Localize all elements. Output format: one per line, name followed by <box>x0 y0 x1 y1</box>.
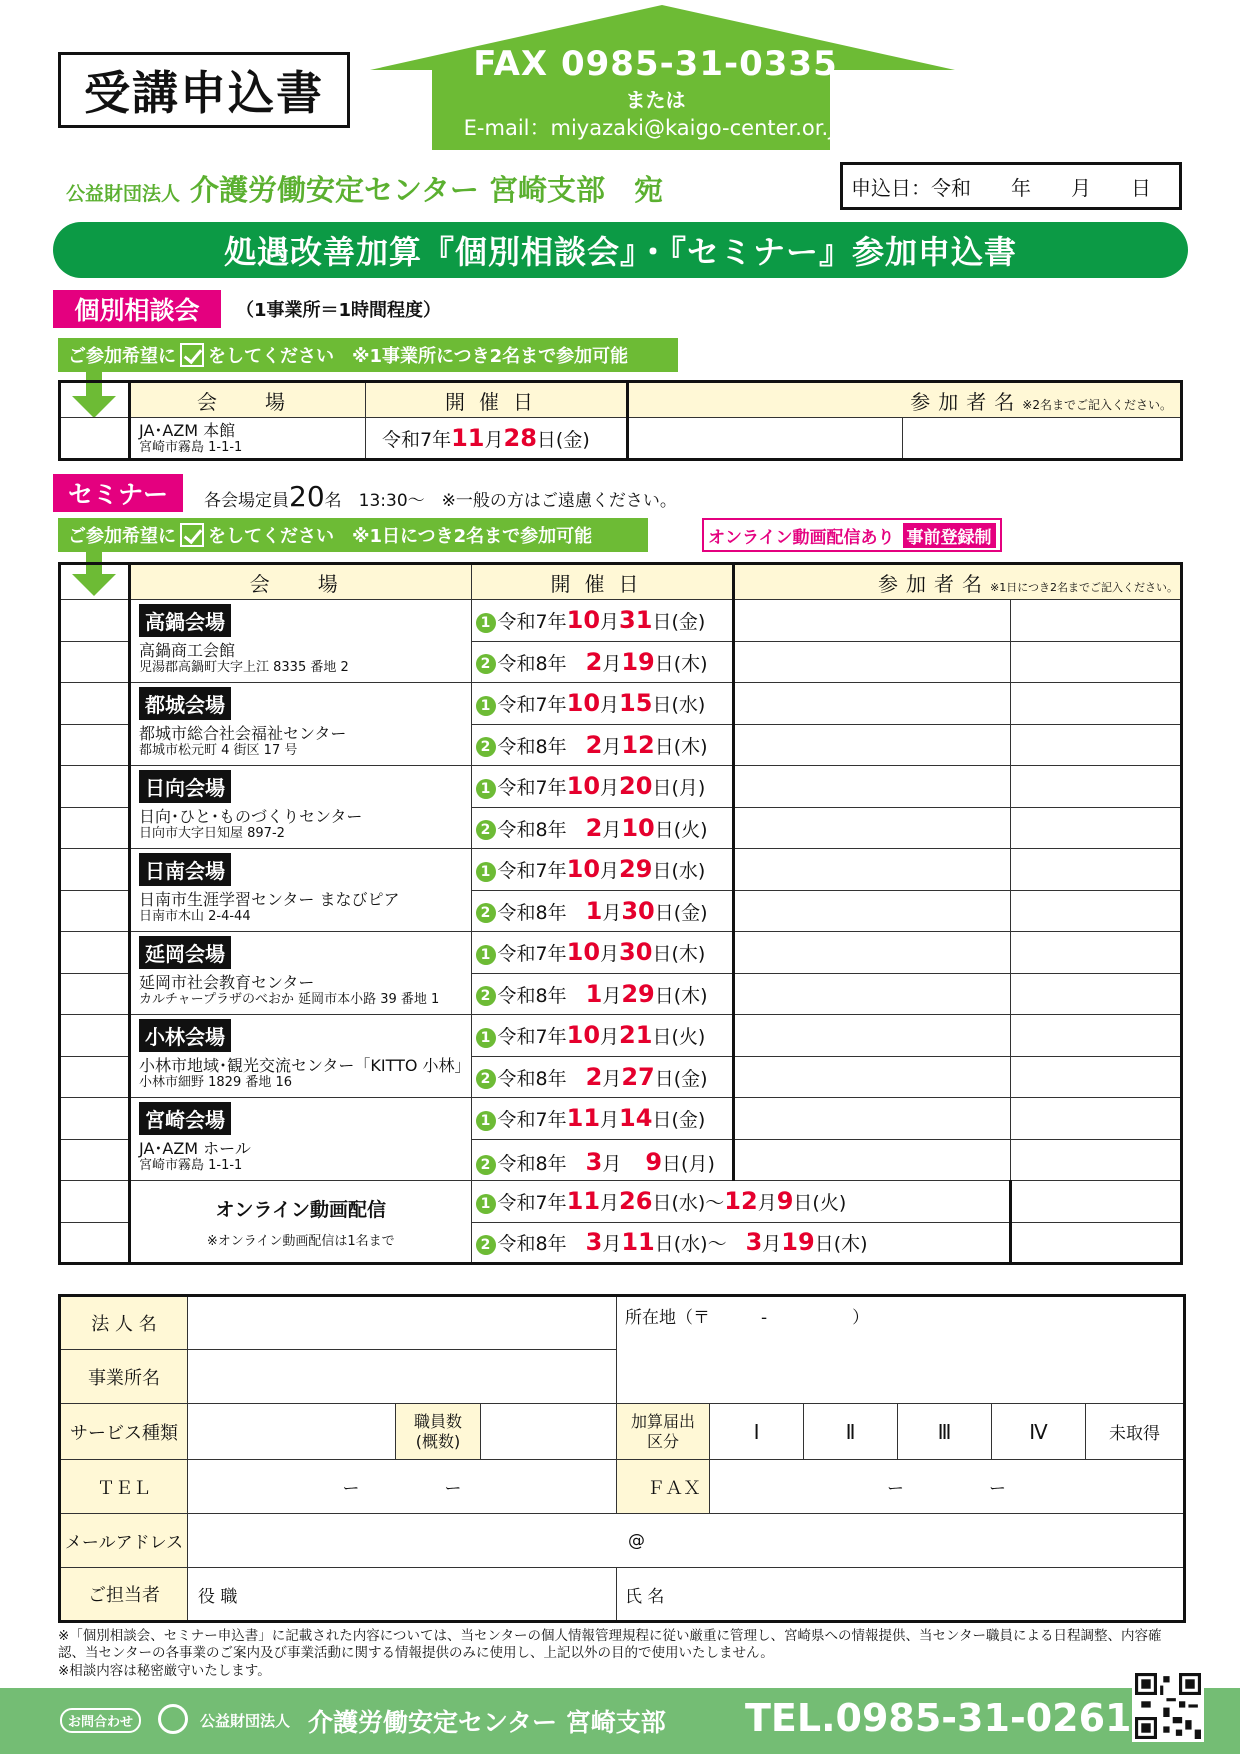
seminar-checkbox[interactable] <box>60 641 130 683</box>
contact-label: ご担当者 <box>60 1568 188 1622</box>
participant-field-1[interactable] <box>733 807 1010 849</box>
seminar-date: 2 令和8年 2月10日(火) <box>471 807 733 849</box>
recipient-org <box>66 168 663 209</box>
participants-label: 参加者名 <box>878 571 990 596</box>
participant-field-1[interactable] <box>733 1056 1010 1098</box>
participant-field-1[interactable] <box>733 932 1010 974</box>
seminar-date: 2 令和8年 2月27日(金) <box>471 1056 733 1098</box>
date-number-badge: 2 <box>476 1069 496 1089</box>
email-field[interactable]: @ <box>188 1514 1185 1568</box>
org-name: 介護労働安定センター 宮崎支部 宛 <box>190 173 663 207</box>
checkbox-icon <box>180 343 204 367</box>
consult-date: 令和7年11月28日(金) <box>366 418 628 460</box>
venue-address: 児湯郡高鍋町大字上江 8335 番地 2 <box>139 660 349 676</box>
form-title: 受講申込書 <box>58 52 350 128</box>
date-number-badge: 1 <box>476 945 496 965</box>
date-number-badge: 1 <box>476 1111 496 1131</box>
date-number-badge: 1 <box>476 1194 496 1214</box>
seminar-venue <box>130 683 472 766</box>
online-date-range: 1 令和7年11月26日(水)〜12月9日(火) <box>471 1181 1010 1223</box>
venue-tag: 小林会場 <box>139 1019 231 1052</box>
office-name-label: 事業所名 <box>60 1350 188 1404</box>
seminar-date: 1 令和7年10月21日(火) <box>471 1015 733 1057</box>
office-name-field[interactable] <box>188 1350 617 1404</box>
participant-field-2[interactable] <box>1010 766 1181 808</box>
online-checkbox[interactable] <box>60 1181 130 1223</box>
seminar-checkbox[interactable] <box>60 807 130 849</box>
staff-count-label: 職員数 (概数) <box>396 1404 481 1460</box>
date-number-badge: 1 <box>476 862 496 882</box>
seminar-venue <box>130 766 472 849</box>
date-number-badge: 1 <box>476 613 496 633</box>
col-venue: 会 場 <box>130 382 366 418</box>
participants-note: ※1日につき2名までご記入ください。 <box>990 580 1178 594</box>
participant-field-2[interactable] <box>1010 973 1181 1015</box>
seminar-checkbox[interactable] <box>60 1139 130 1181</box>
online-venue <box>130 1181 472 1264</box>
consult-checkbox[interactable] <box>60 418 130 460</box>
participant-field-2[interactable] <box>1010 641 1181 683</box>
seminar-checkbox[interactable] <box>60 766 130 808</box>
participant-field-2[interactable] <box>1010 1015 1181 1057</box>
participant-field-1[interactable] <box>628 418 903 460</box>
fax-number: FAX 0985-31-0335 <box>473 44 838 84</box>
footer <box>0 1688 1240 1754</box>
participant-field-1[interactable] <box>733 849 1010 891</box>
check-before: ご参加希望に <box>68 526 176 547</box>
footer-org-name: 介護労働安定センター 宮崎支部 <box>308 1708 666 1737</box>
participant-field-1[interactable] <box>733 1015 1010 1057</box>
main-banner: 処遇改善加算『個別相談会』・『セミナー』参加申込書 <box>53 222 1188 278</box>
date-number-badge: 2 <box>476 1235 496 1255</box>
venue-name: 都城市総合社会福祉センター <box>139 724 347 743</box>
venue-address: 日南市木山 2-4-44 <box>139 909 251 925</box>
participant-field-1[interactable] <box>733 641 1010 683</box>
seminar-checkbox[interactable] <box>60 683 130 725</box>
col-date: 開催日 <box>366 382 628 418</box>
tel-label: ＴＥＬ <box>60 1460 188 1514</box>
seminar-table <box>58 562 1183 1265</box>
inquiry-badge: お問合わせ <box>60 1708 141 1733</box>
seminar-date: 1 令和7年10月30日(木) <box>471 932 733 974</box>
date-number-badge: 2 <box>476 1155 496 1175</box>
participant-field[interactable] <box>1010 1181 1181 1223</box>
seminar-date: 1 令和7年10月15日(水) <box>471 683 733 725</box>
venue-name: 日向･ひと･ものづくりセンター <box>139 807 363 826</box>
email-label: メールアドレス <box>60 1514 188 1568</box>
participant-field-1[interactable] <box>733 766 1010 808</box>
participant-field-1[interactable] <box>733 1098 1010 1140</box>
consult-check-instruction <box>58 338 678 372</box>
seminar-venue <box>130 600 472 683</box>
venue-address: カルチャープラザのべおか 延岡市本小路 39 番地 1 <box>139 992 440 1008</box>
seminar-check-instruction <box>58 518 648 552</box>
participant-field-1[interactable] <box>733 1139 1010 1181</box>
participant-field[interactable] <box>1010 1222 1181 1264</box>
venue-tag: 宮崎会場 <box>139 1102 231 1135</box>
staff-count-field[interactable] <box>481 1404 617 1460</box>
date-number-badge: 1 <box>476 779 496 799</box>
col-venue: 会 場 <box>130 564 472 600</box>
participant-field-2[interactable] <box>1010 890 1181 932</box>
consult-venue <box>130 418 366 460</box>
name-field[interactable]: 氏 名 <box>617 1568 1185 1622</box>
participant-field-2[interactable] <box>1010 849 1181 891</box>
fax-field[interactable]: ー ー <box>710 1460 1185 1514</box>
check-col-header <box>60 564 130 600</box>
venue-address: 宮崎市霧島 1-1-1 <box>139 1158 243 1174</box>
seminar-venue <box>130 1098 472 1181</box>
venue-address: 小林市細野 1829 番地 16 <box>139 1075 293 1091</box>
online-title: オンライン動画配信 <box>215 1198 386 1221</box>
privacy-note: ※「個別相談会、セミナー申込書」に記載された内容については、当センターの個人情報管理規程に従い厳重に管理し、宮崎県への情報提供、当センター職員による日程調整、内容確認、当センターの各事業のご案内及び事業活動に関する情報提供のみに使用し、上記以外の目的で使用いたしません。 <box>58 1628 1162 1662</box>
venue-name: 日南市生涯学習センター まなびピア <box>139 890 400 909</box>
participant-field-2[interactable] <box>903 418 1182 460</box>
participant-field-1[interactable] <box>733 890 1010 932</box>
fax-label: ＦＡＸ <box>617 1460 710 1514</box>
level-2-option[interactable]: Ⅱ <box>804 1404 898 1460</box>
venue-tag: 都城会場 <box>139 687 231 720</box>
seminar-checkbox[interactable] <box>60 1098 130 1140</box>
participant-field-2[interactable] <box>1010 683 1181 725</box>
venue-address: 都城市松元町 4 街区 17 号 <box>139 743 298 759</box>
participant-field-2[interactable] <box>1010 724 1181 766</box>
participant-field-2[interactable] <box>1010 600 1181 642</box>
online-note: オンライン動画配信あり <box>708 527 895 548</box>
venue-address: 日向市大字日知屋 897-2 <box>139 826 285 842</box>
prereg-badge: 事前登録制 <box>903 523 996 548</box>
seminar-capacity: 各会場定員20名 13:30〜 ※一般の方はご遠慮ください。 <box>204 480 677 513</box>
online-date-range: 2 令和8年 3月11日(水)〜 3月19日(木) <box>471 1222 1010 1264</box>
level-none-option[interactable]: 未取得 <box>1086 1404 1185 1460</box>
venue-name: 小林市地域･観光交流センター「KITTO 小林」 <box>139 1056 471 1075</box>
participant-field-2[interactable] <box>1010 932 1181 974</box>
consult-label: 個別相談会 <box>53 290 221 328</box>
tel-field[interactable]: ー ー <box>188 1460 617 1514</box>
date-number-badge: 1 <box>476 696 496 716</box>
org-prefix: 公益財団法人 <box>66 183 181 205</box>
corp-name-field[interactable] <box>188 1296 617 1350</box>
date-number-badge: 2 <box>476 654 496 674</box>
participants-note: ※2名までご記入ください。 <box>1022 397 1172 412</box>
col-participants <box>733 564 1181 600</box>
seminar-checkbox[interactable] <box>60 973 130 1015</box>
or-text: または <box>625 88 686 112</box>
check-after: をしてください ※1事業所につき2名まで参加可能 <box>208 346 629 367</box>
venue-address: 宮崎市霧島 1-1-1 <box>139 439 243 455</box>
seminar-checkbox[interactable] <box>60 1056 130 1098</box>
seminar-venue <box>130 1015 472 1098</box>
privacy-notes <box>58 1628 1188 1680</box>
footer-tel: TEL.0985-31-0261 <box>745 1696 1132 1740</box>
online-notice <box>702 518 1002 552</box>
seminar-checkbox[interactable] <box>60 849 130 891</box>
date-number-badge: 2 <box>476 986 496 1006</box>
venue-tag: 日向会場 <box>139 770 231 803</box>
service-type-label: サービス種類 <box>60 1404 188 1460</box>
seminar-checkbox[interactable] <box>60 724 130 766</box>
footer-org-prefix: 公益財団法人 <box>200 1712 291 1730</box>
seminar-checkbox[interactable] <box>60 600 130 642</box>
org-logo-icon <box>158 1704 188 1734</box>
participant-field-1[interactable] <box>733 683 1010 725</box>
col-participants <box>628 382 1182 418</box>
venue-name: 高鍋商工会館 <box>139 641 236 660</box>
checkbox-icon <box>180 523 204 547</box>
seminar-checkbox[interactable] <box>60 1015 130 1057</box>
date-number-badge: 2 <box>476 903 496 923</box>
participant-field-2[interactable] <box>1010 807 1181 849</box>
consult-table <box>58 380 1183 461</box>
col-date: 開催日 <box>471 564 733 600</box>
venue-tag: 日南会場 <box>139 853 231 886</box>
seminar-venue <box>130 849 472 932</box>
seminar-date: 1 令和7年10月29日(水) <box>471 849 733 891</box>
position-field[interactable]: 役 職 <box>188 1568 617 1622</box>
venue-name: 延岡市社会教育センター <box>139 973 315 992</box>
date-number-badge: 2 <box>476 820 496 840</box>
level-1-option[interactable]: Ⅰ <box>710 1404 804 1460</box>
date-number-badge: 2 <box>476 737 496 757</box>
online-checkbox[interactable] <box>60 1222 130 1264</box>
check-col-header <box>60 382 130 418</box>
seminar-venue <box>130 932 472 1015</box>
participant-field-1[interactable] <box>733 600 1010 642</box>
email-address: E-mail：miyazaki@kaigo-center.or.jp <box>463 116 848 140</box>
seminar-label: セミナー <box>53 474 183 512</box>
secrecy-note: ※相談内容は秘密厳守いたします。 <box>58 1662 271 1679</box>
level-3-option[interactable]: Ⅲ <box>898 1404 992 1460</box>
seminar-checkbox[interactable] <box>60 932 130 974</box>
seminar-date: 1 令和7年10月20日(月) <box>471 766 733 808</box>
participants-label: 参加者名 <box>910 389 1023 414</box>
seminar-date: 2 令和8年 2月12日(木) <box>471 724 733 766</box>
applicant-info-table <box>58 1294 1186 1623</box>
level-4-option[interactable]: Ⅳ <box>992 1404 1086 1460</box>
seminar-date: 2 令和8年 2月19日(木) <box>471 641 733 683</box>
date-number-badge: 1 <box>476 1028 496 1048</box>
seminar-date: 2 令和8年 1月30日(金) <box>471 890 733 932</box>
participant-field-1[interactable] <box>733 973 1010 1015</box>
corp-name-label: 法 人 名 <box>60 1296 188 1350</box>
qr-code-icon <box>1132 1670 1204 1742</box>
service-type-field[interactable] <box>188 1404 396 1460</box>
online-limit-note: ※オンライン動画配信は1名まで <box>206 1233 395 1249</box>
addition-label: 加算届出 区分 <box>617 1404 710 1460</box>
address-label: 所在地（〒 - ） <box>625 1308 870 1328</box>
check-after: をしてください ※1日につき2名まで参加可能 <box>208 526 593 547</box>
participant-field-2[interactable] <box>1010 1139 1181 1181</box>
seminar-checkbox[interactable] <box>60 890 130 932</box>
participant-field-2[interactable] <box>1010 1056 1181 1098</box>
venue-tag: 高鍋会場 <box>139 604 231 637</box>
seminar-date: 2 令和8年 1月29日(木) <box>471 973 733 1015</box>
seminar-date: 2 令和8年 3月 9日(月) <box>471 1139 733 1181</box>
address-field[interactable] <box>617 1296 1185 1404</box>
consult-note: （1事業所＝1時間程度） <box>236 300 442 321</box>
venue-name: JA･AZM 本館 <box>139 420 236 440</box>
seminar-date: 1 令和7年10月31日(金) <box>471 600 733 642</box>
application-date-field[interactable]: 申込日：令和 年 月 日 <box>840 162 1182 210</box>
venue-tag: 延岡会場 <box>139 936 231 969</box>
check-before: ご参加希望に <box>68 346 176 367</box>
venue-name: JA･AZM ホール <box>139 1139 251 1158</box>
participant-field-1[interactable] <box>733 724 1010 766</box>
participant-field-2[interactable] <box>1010 1098 1181 1140</box>
seminar-date: 1 令和7年11月14日(金) <box>471 1098 733 1140</box>
